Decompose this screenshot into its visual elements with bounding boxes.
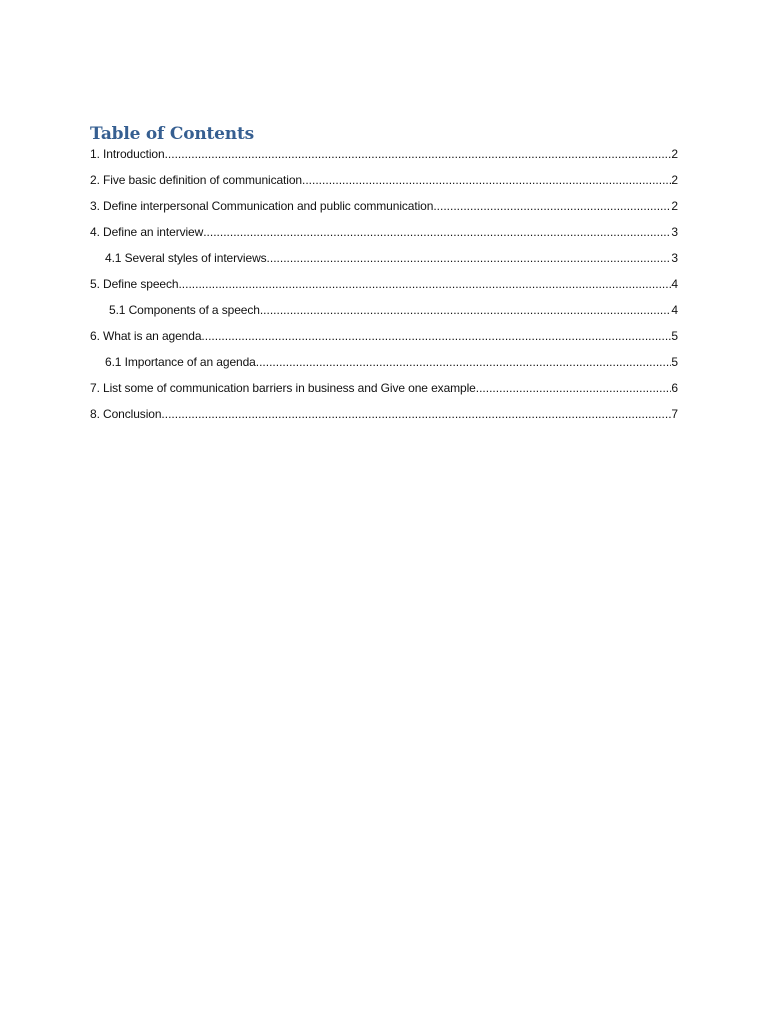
toc-dot-leader [260,303,672,318]
toc-entry-label: 1. Introduction [90,147,165,161]
toc-page-number: 4 [671,277,678,291]
toc-entry-five-basic-definition[interactable] [90,162,678,188]
toc-dot-leader [302,173,671,188]
toc-entry-interpersonal-public[interactable] [90,188,678,214]
toc-dot-leader [203,225,671,240]
toc-page-number: 7 [671,407,678,421]
toc-page-number: 5 [671,355,678,369]
toc-dot-leader [476,381,672,396]
toc-entry-components-of-speech[interactable] [90,292,678,318]
toc-entry-what-is-agenda[interactable] [90,318,678,344]
toc-page-number: 3 [671,251,678,265]
toc-entry-label: 4.1 Several styles of interviews [105,251,267,265]
toc-dot-leader [165,147,672,162]
toc-entry-define-interview[interactable] [90,214,678,240]
toc-dot-leader [256,355,672,370]
toc-entry-label: 3. Define interpersonal Communication and public communication [90,199,434,213]
toc-page-number: 2 [671,147,678,161]
toc-entry-label: 8. Conclusion [90,407,162,421]
toc-dot-leader [267,251,672,266]
toc-page-number: 2 [671,199,678,213]
toc-dot-leader [161,407,671,422]
toc-entry-define-speech[interactable] [90,266,678,292]
toc-entry-conclusion[interactable] [90,396,678,422]
toc-page-number: 6 [671,381,678,395]
toc-page-number: 5 [671,329,678,343]
toc-entry-label: 6. What is an agenda [90,329,202,343]
toc-page-number: 3 [671,225,678,239]
toc-entry-styles-of-interviews[interactable] [90,240,678,266]
toc-entry-label: 5.1 Components of a speech [109,303,260,317]
toc-entry-introduction[interactable] [90,146,678,162]
toc-entry-label: 7. List some of communication barriers in business and Give one example [90,381,476,395]
toc-entry-importance-of-agenda[interactable] [90,344,678,370]
toc-dot-leader [201,329,671,344]
toc-entry-label: 2. Five basic definition of communication [90,173,303,187]
toc-entry-label: 5. Define speech [90,277,179,291]
toc-page-number: 4 [671,303,678,317]
toc-list [90,146,678,422]
toc-heading: Table of Contents [90,124,254,144]
toc-entry-label: 4. Define an interview [90,225,204,239]
toc-dot-leader [178,277,671,292]
toc-dot-leader [433,199,671,214]
toc-entry-label: 6.1 Importance of an agenda [105,355,256,369]
toc-entry-communication-barriers[interactable] [90,370,678,396]
table-of-contents [90,124,678,422]
toc-page-number: 2 [671,173,678,187]
